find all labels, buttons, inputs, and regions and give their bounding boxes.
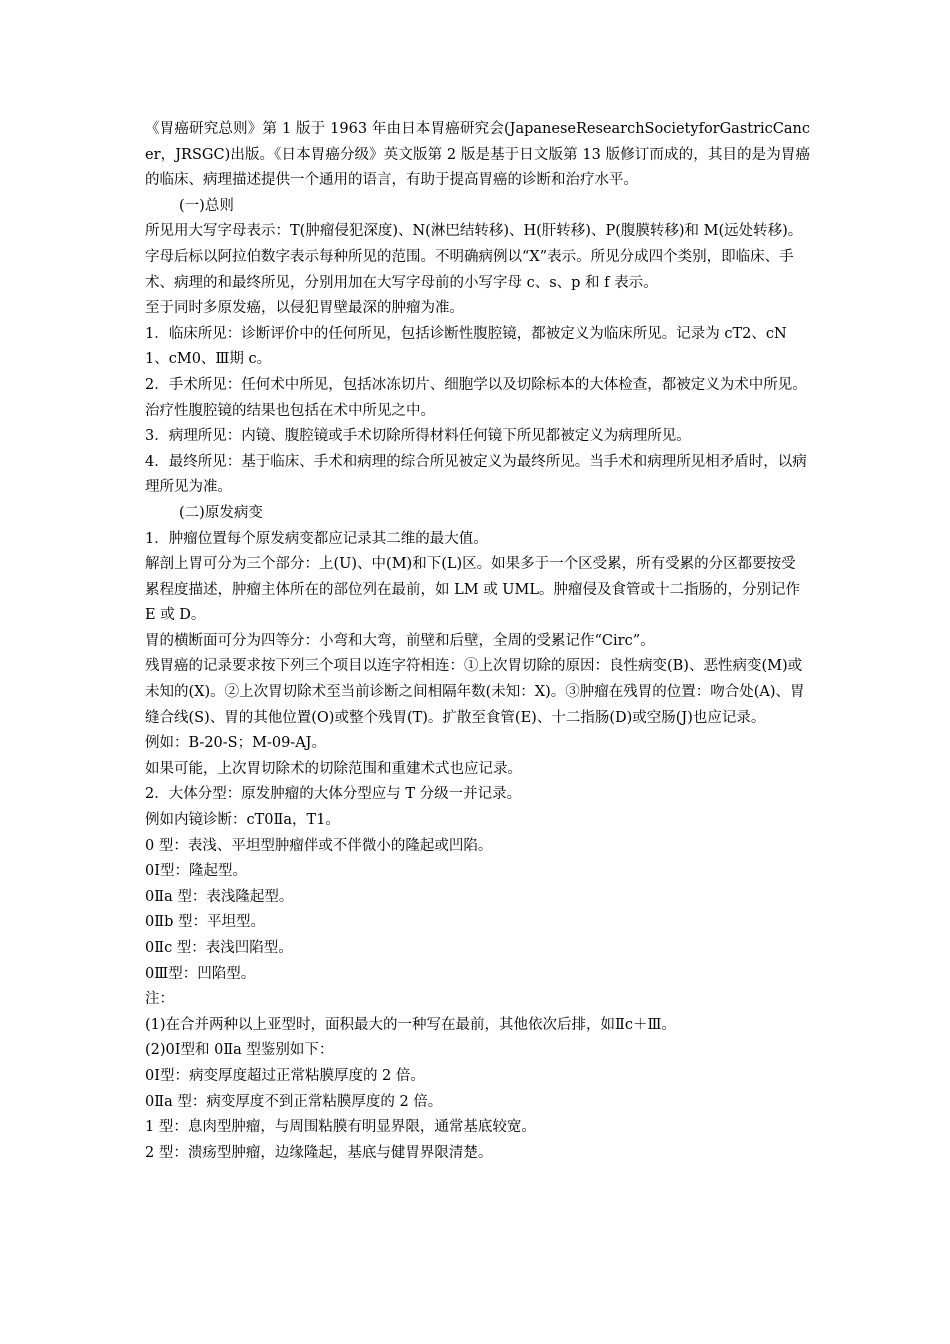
paragraph: (2)0Ⅰ型和 0Ⅱa 型鉴别如下： [145,1042,334,1059]
section-heading-general: (一)总则 [179,197,234,214]
document-body [145,117,810,1166]
paragraph: 所见用大写字母表示：T(肿瘤侵犯深度)、N(淋巴结转移)、H(肝转移)、P(腹膜转移)和 M(远处转移)。字母后标以阿拉伯数字表示每种所见的范围。不明确病例以“X”表示。所见分成四个类别，即临床、手术、病理的和最终所见，分别用加在大写字母前的小写字母 c、s、p 和 f 表示。 [145,223,803,291]
paragraph: 0 型：表浅、平坦型肿瘤伴或不伴微小的隆起或凹陷。 [145,837,493,854]
section-heading-primary-lesion: (二)原发病变 [179,504,263,521]
paragraph: 0Ⅰ型：隆起型。 [145,863,247,880]
list-item: 1．临床所见：诊断评价中的任何所见，包括诊断性腹腔镜，都被定义为临床所见。记录为 cT2、cN1、cM0、Ⅲ期 c。 [145,325,787,368]
paragraph: 如果可能，上次胃切除术的切除范围和重建术式也应记录。 [145,760,522,777]
intro-paragraph: 《胃癌研究总则》第 1 版于 1963 年由日本胃癌研究会(JapaneseResearchSocietyforGastricCancer，JRSGC)出版。《日本胃癌分级》英文版第 2 版是基于日文版第 13 版修订而成的，其目的是为胃癌的临床、病理描述提供一个通用的语言，有助于提高胃癌的诊断和治疗水平。 [145,121,810,189]
paragraph: 2 型：溃疡型肿瘤，边缘隆起，基底与健胃界限清楚。 [145,1144,493,1161]
paragraph: 0Ⅱc 型：表浅凹陷型。 [145,940,293,956]
paragraph: 0Ⅰ型：病变厚度超过正常粘膜厚度的 2 倍。 [145,1067,425,1084]
list-item: 2．手术所见：任何术中所见，包括冰冻切片、细胞学以及切除标本的大体检查，都被定义为术中所见。治疗性腹腔镜的结果也包括在术中所见之中。 [145,376,807,419]
paragraph: 解剖上胃可分为三个部分：上(U)、中(M)和下(L)区。如果多于一个区受累，所有受累的分区都要按受累程度描述，肿瘤主体所在的部位列在最前，如 LM 或 UML。肿瘤侵及食管或十二指肠的，分别记作 E 或 D。 [145,556,800,624]
paragraph: 至于同时多原发癌，以侵犯胃壁最深的肿瘤为准。 [145,300,464,317]
list-item: 4．最终所见：基于临床、手术和病理的综合所见被定义为最终所见。当手术和病理所见相矛盾时，以病理所见为准。 [145,453,807,496]
list-item: 3．病理所见：内镜、腹腔镜或手术切除所得材料任何镜下所见都被定义为病理所见。 [145,428,691,445]
list-item: 1．肿瘤位置每个原发病变都应记录其二维的最大值。 [145,530,488,547]
paragraph: 0Ⅱa 型：表浅隆起型。 [145,888,294,905]
paragraph: 0Ⅲ型：凹陷型。 [145,965,256,982]
paragraph: 0Ⅱa 型：病变厚度不到正常粘膜厚度的 2 倍。 [145,1093,443,1110]
paragraph: 胃的横断面可分为四等分：小弯和大弯，前壁和后壁，全周的受累记作“Circ”。 [145,632,655,649]
paragraph: 0Ⅱb 型：平坦型。 [145,914,265,931]
paragraph: (1)在合并两种以上亚型时，面积最大的一种写在最前，其他依次后排，如Ⅱc＋Ⅲ。 [145,1016,676,1033]
note-heading: 注： [145,991,174,1008]
paragraph: 例如内镜诊断：cT0Ⅱa，T1。 [145,812,340,829]
list-item: 2．大体分型：原发肿瘤的大体分型应与 T 分级一并记录。 [145,786,522,803]
paragraph: 残胃癌的记录要求按下列三个项目以连字符相连：①上次胃切除的原因：良性病变(B)、恶性病变(M)或未知的(X)。②上次胃切除术至当前诊断之间相隔年数(未知：X)。③肿瘤在残胃的位置：吻合处(A)、胃缝合线(S)、胃的其他位置(O)或整个残胃(T)。扩散至食管(E)、十二指肠(D)或空肠(J)也应记录。 [145,658,805,726]
paragraph: 例如：B-20-S；M-09-AJ。 [145,735,326,752]
paragraph: 1 型：息肉型肿瘤，与周围粘膜有明显界限，通常基底较宽。 [145,1119,536,1136]
